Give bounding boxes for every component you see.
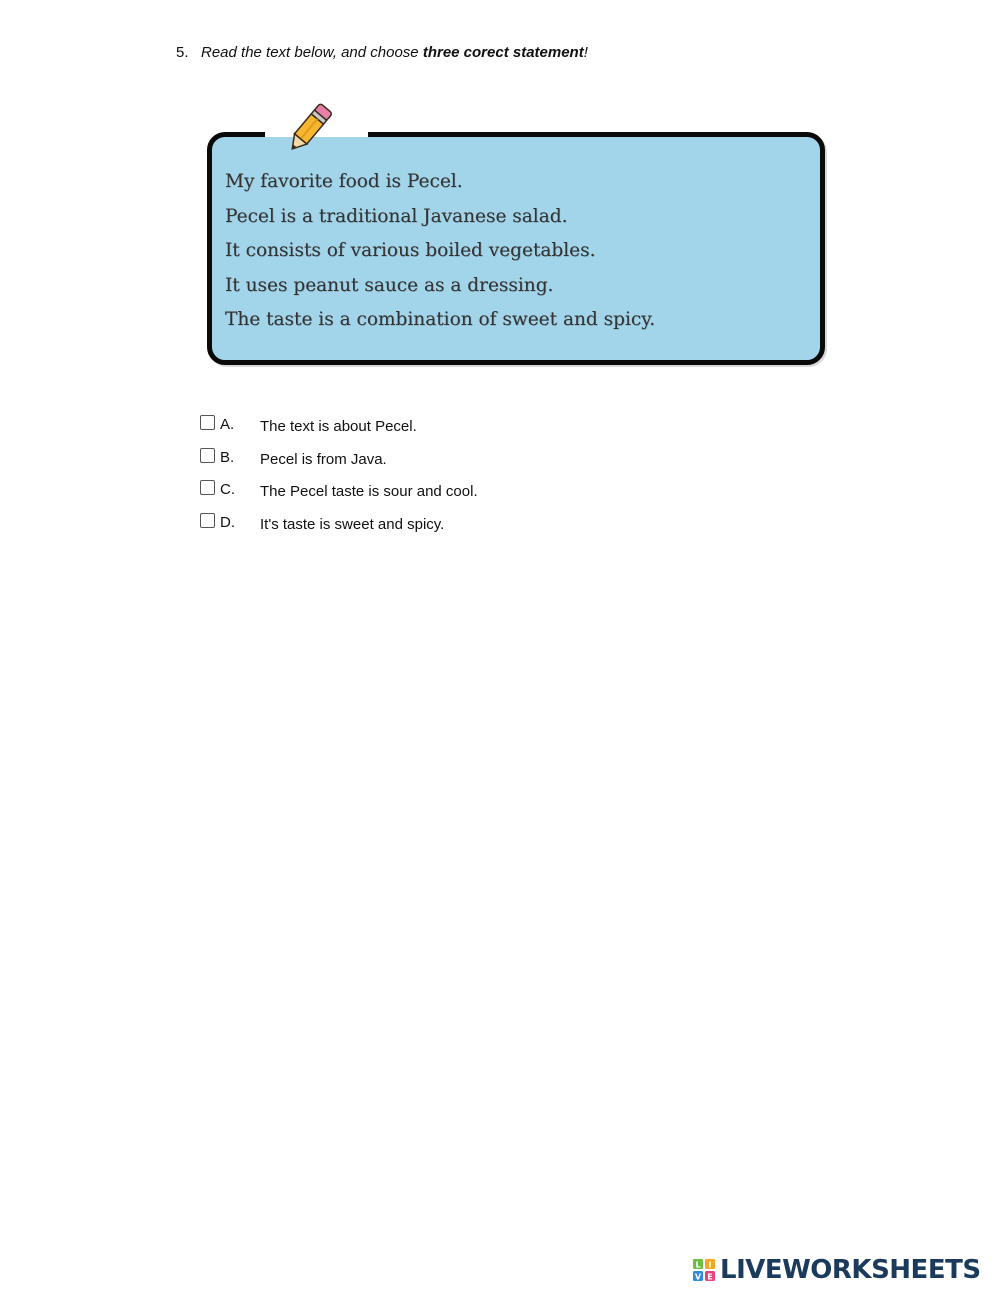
reading-line: My favorite food is Pecel. (225, 171, 463, 192)
option-b-text: Pecel is from Java. (260, 450, 387, 468)
question-prompt (176, 44, 588, 61)
reading-line: It uses peanut sauce as a dressing. (225, 274, 554, 296)
question-number: 5. (176, 44, 189, 61)
logo-letter: V (694, 1272, 702, 1282)
pencil-icon (280, 100, 338, 158)
liveworksheets-logo-icon (692, 1258, 716, 1282)
option-c-text: The Pecel taste is sour and cool. (260, 483, 478, 501)
option-a-checkbox[interactable] (200, 415, 215, 430)
option-b-checkbox[interactable] (200, 448, 215, 463)
reading-text (225, 168, 655, 341)
option-a-text: The text is about Pecel. (260, 418, 417, 435)
option-d-text: It's taste is sweet and spicy. (260, 516, 445, 534)
brand-name: LIVEWORKSHEETS (720, 1255, 981, 1285)
logo-letter: I (708, 1260, 712, 1270)
reading-line: It consists of various boiled vegetables. (225, 240, 596, 261)
reading-line: Pecel is a traditional Javanese salad. (225, 205, 568, 227)
logo-letter: L (695, 1260, 701, 1270)
option-d-checkbox[interactable] (200, 513, 215, 528)
reading-line: The taste is a combination of sweet and spicy. (225, 309, 656, 330)
question-instruction: Read the text below, and choose (201, 44, 423, 61)
logo-letter: E (707, 1272, 713, 1282)
option-c-letter: C. (220, 481, 235, 499)
liveworksheets-brand (692, 1255, 981, 1285)
option-c-checkbox[interactable] (200, 480, 215, 495)
option-d-letter: D. (220, 514, 235, 532)
question-instruction-end: ! (583, 44, 588, 61)
question-instruction-emphasis: three corect statement (422, 44, 584, 61)
option-b-letter: B. (220, 448, 235, 466)
option-a-letter: A. (220, 416, 235, 433)
